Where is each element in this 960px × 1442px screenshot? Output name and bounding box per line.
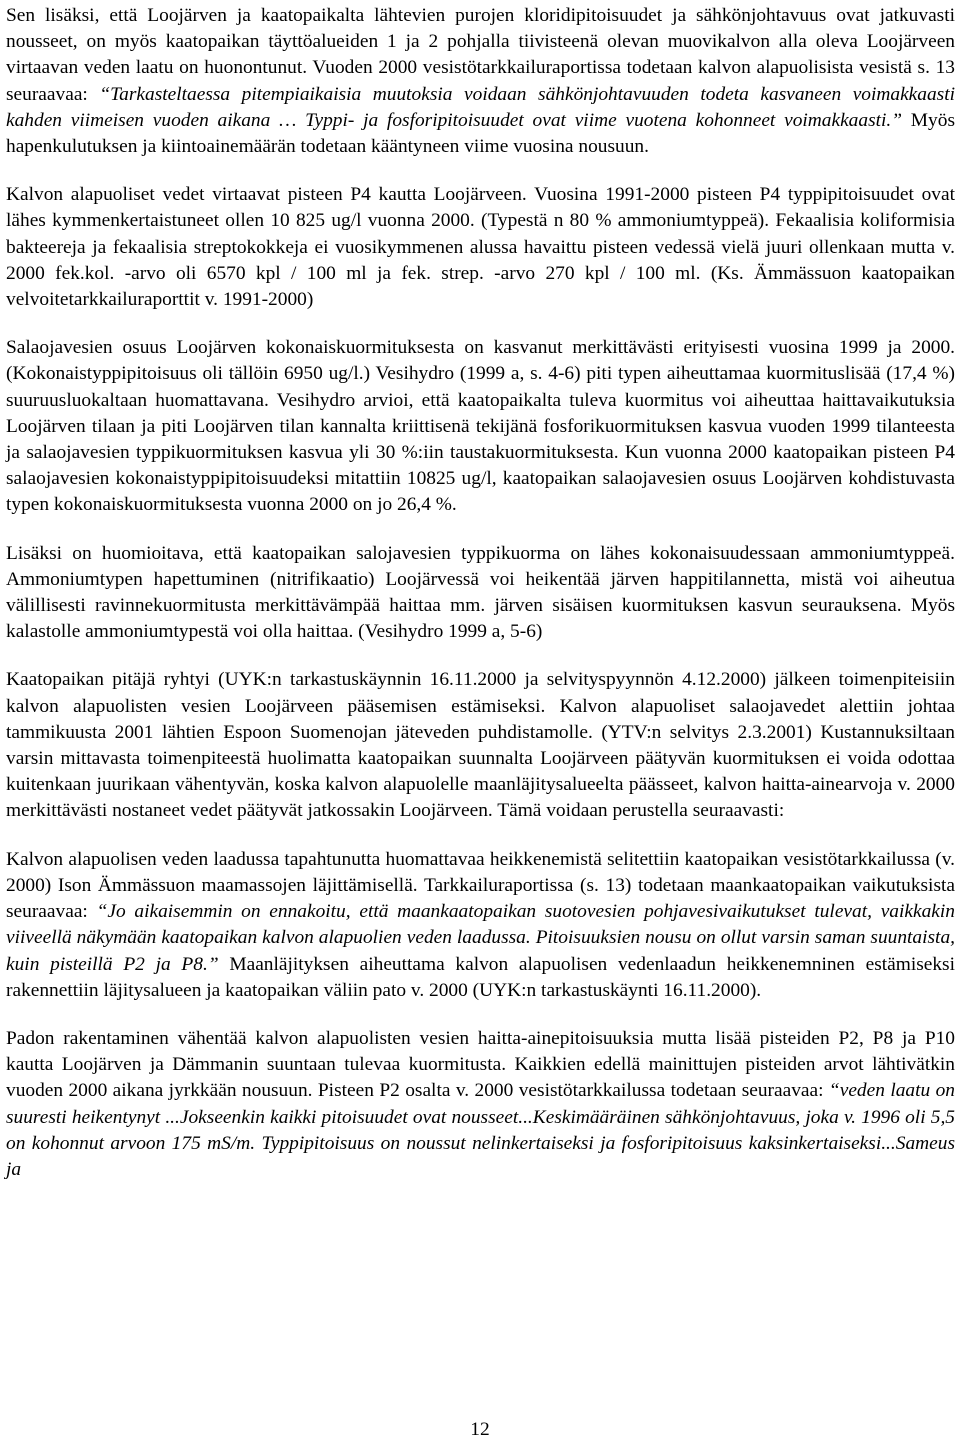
body-text: Salaojavesien osuus Loojärven kokonaiskuormituksesta on kasvanut merkittävästi erityisesti vuosina 1999 ja 2000. (Kokonaistyppipitoisuus oli tällöin 6950 ug/l.) Vesihydro (1999 a, s. 4-6) piti typen aiheuttamaa kuormituslisää (17,4 %) suuruusluokaltaan huomattavana. Vesihydro arvioi, että kaatopaikalta tuleva kuormitus voi aiheuttaa haittavaikutuksia Loojärven tilaan ja piti Loojärven tilan kannalta kriittisenä tekijänä fosforikuormituksen kasvua vuoden 1999 tilanteesta ja salaojavesien typpikuormituksen kasvua yli 30 %:iin taustakuormituksesta. Kun vuonna 2000 kaatopaikan pisteen P4 salaojavesien kokonaistyppipitoisuudeksi mitattiin 10825 ug/l, kaatopaikan salaojavesien osuus Loojärven kohdistuvasta typen kokonaiskuormituksesta vuonna 2000 on jo 26,4 %. <box>6 337 955 516</box>
body-text: Kalvon alapuolisen veden laadussa tapahtunutta huomattavaa heikkenemistä selitettiin kaatopaikan vesistötarkkailussa (v. 2000) Ison Ämmässuon maamassojen läjittämisellä. Tarkkailuraportissa (s. 13) todetaan maankaatopaikan vaikutuksista seuraavaa: <box>6 848 955 923</box>
document-page <box>6 3 955 1205</box>
page-number: 12 <box>470 1419 490 1440</box>
body-text: Maanläjityksen aiheuttama kalvon alapuolisen vedenlaadun heikkenemninen estämiseksi rakennettiin läjitysalueen ja kaatopaikan väliin pato v. 2000 (UYK:n tarkastuskäynti 16.11.2000). <box>6 953 955 1001</box>
paragraph-p6 <box>6 847 955 1004</box>
paragraph-p2 <box>6 182 955 313</box>
body-text: Kaatopaikan pitäjä ryhtyi (UYK:n tarkastuskäynnin 16.11.2000 ja selvityspyynnön 4.12.2000) jälkeen toimenpiteisiin kalvon alapuolisten vesien Loojärveen pääsemisen estämiseksi. Kalvon alapuoliset salaojavedet alettiin johtaa tammikuusta 2001 lähtien Espoon Suomenojan jäteveden puhdistamolle. (YTV:n selvitys 2.3.2001) Kustannuksiltaan varsin mittavasta toimenpiteestä huolimatta kaatopaikan suunnalta Loojärveen päätyvän kuormituksen ei voida odottaa kuitenkaan juurikaan vähentyvän, koska kalvon alapuolelle maanläjitysalueelta päässeet, kalvon haitta-ainearvoja v. 2000 merkittävästi nostaneet vedet päätyvät jatkossakin Loojärveen. Tämä voidaan perustella seuraavasti: <box>6 669 955 822</box>
body-text: Padon rakentaminen vähentää kalvon alapuolisten vesien haitta-ainepitoisuuksia mutta lisää pisteiden P2, P8 ja P10 kautta Loojärven ja Dämmanin suuntaan tulevaa kuormitusta. Kaikkien edellä mainittujen pisteiden arvot lähtivätkin vuoden 2000 aikana jyrkkään nousuun. Pisteen P2 osalta v. 2000 vesistötarkkailussa todetaan seuraavaa: <box>6 1027 955 1102</box>
paragraph-p4 <box>6 541 955 646</box>
body-text: Kalvon alapuoliset vedet virtaavat pisteen P4 kautta Loojärveen. Vuosina 1991-2000 pisteen P4 typpipitoisuudet ovat lähes kymmenkertaistuneet ollen 10 825 ug/l vuonna 2000. (Typestä n 80 % ammoniumtyppeä). Fekaalisia koliformisia bakteereja ja fekaalisia streptokokkeja ei vuosikymmenen alussa havaittu pisteen vedessä vielä juuri ollenkaan mutta v. 2000 fek.kol. -arvo oli 6570 kpl / 100 ml ja fek. strep. -arvo 270 kpl / 100 ml. (Ks. Ämmässuon kaatopaikan velvoitetarkkailuraporttit v. 1991-2000) <box>6 184 955 311</box>
quoted-text: “Tarkasteltaessa pitempiaikaisia muutoksia voidaan sähkönjohtavuuden todeta kasvaneen voimakkaasti kahden viimeisen vuoden aikana … Typpi- ja fosforipitoisuudet ovat viime vuotena kohonneet voimakkaasti.” <box>6 83 956 131</box>
body-text: Sen lisäksi, että Loojärven ja kaatopaikalta lähtevien purojen kloridipitoisuudet ja sähkönjohtavuus ovat jatkuvasti nousseet, on myös kaatopaikan täyttöalueiden 1 ja 2 pohjalla tiivisteenä olevan muovikalvon alla oleva Loojärveen virtaavan veden laatu on huonontunut. Vuoden 2000 vesistötarkkailuraportissa todetaan kalvon alapuolisista vesistä s. 13 seuraavaa: <box>6 5 955 105</box>
paragraph-p1 <box>6 3 955 160</box>
paragraph-p3 <box>6 335 955 518</box>
body-text: Lisäksi on huomioitava, että kaatopaikan salojavesien typpikuorma on lähes kokonaisuudessaan ammoniumtyppeä. Ammoniumtypen hapettuminen (nitrifikaatio) Loojärvessä voi heikentää järven happitilannetta, mistä voi aiheutua välillisesti ravinnekuormitusta merkittävämpää haittaa mm. järven sisäisen kuormituksen kasvun seurauksena. Myös kalastolle ammoniumtypestä voi olla haittaa. (Vesihydro 1999 a, 5-6) <box>6 542 955 643</box>
paragraph-p5 <box>6 667 955 824</box>
quoted-text: “Jo aikaisemmin on ennakoitu, että maankaatopaikan suotovesien pohjavesivaikutukset tulevat, vaikkakin viiveellä näkymään kaatopaikan kalvon alapuolien veden laadussa. Pitoisuuksien nousu on ollut varsin saman suuntaista, kuin pisteillä P2 ja P8.” <box>6 901 955 975</box>
paragraph-p7 <box>6 1026 955 1183</box>
quoted-text: “veden laatu on suuresti heikentynyt ...Jokseenkin kaikki pitoisuudet ovat nousseet...Keskimääräinen sähkönjohtavuus, joka v. 1996 oli 5,5 on kohonnut arvoon 175 mS/m. Typpipitoisuus on noussut nelinkertaiseksi ja fosforipitoisuus kaksinkertaiseksi...Sameus ja <box>6 1080 955 1180</box>
body-text: Myös hapenkulutuksen ja kiintoainemäärän todetaan kääntyneen viime vuosina nousuun. <box>6 109 955 158</box>
